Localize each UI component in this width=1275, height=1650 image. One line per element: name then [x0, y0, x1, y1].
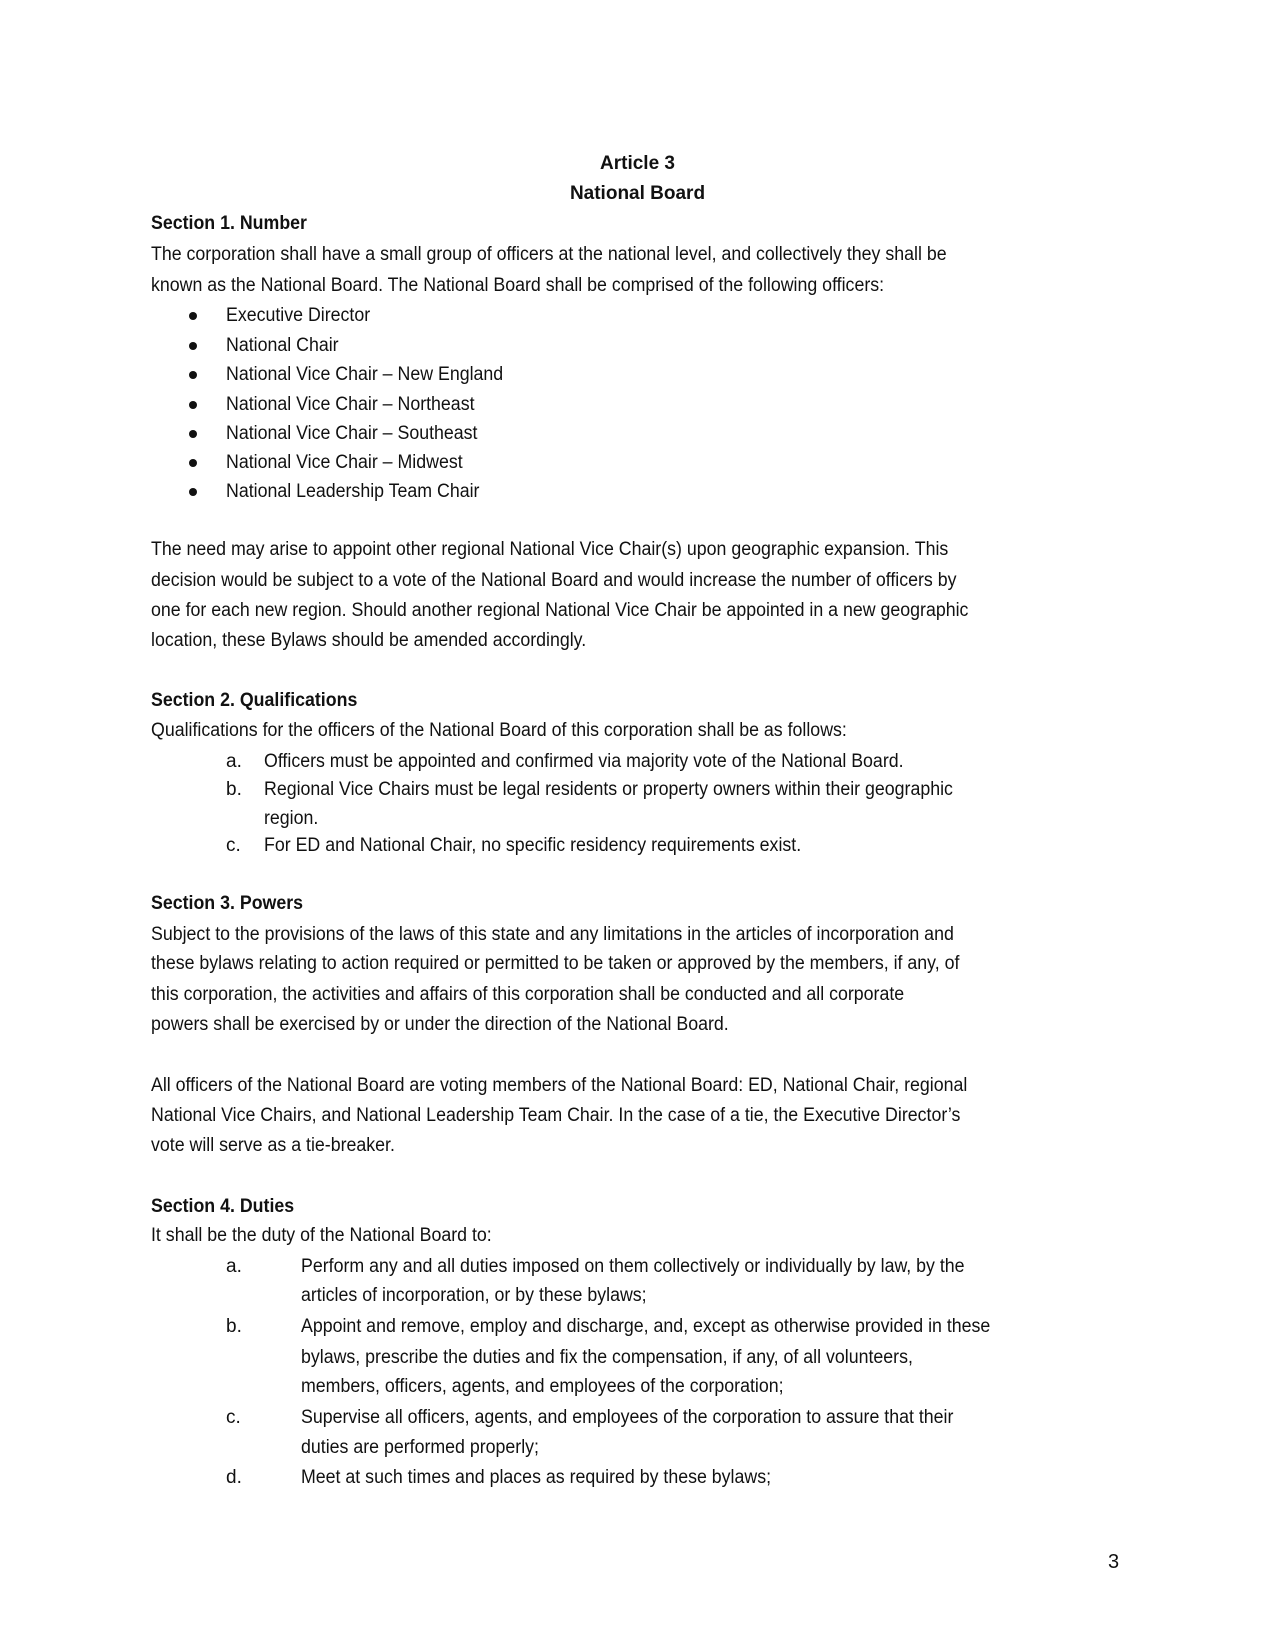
list-item-text: Meet at such times and places as required by these bylaws;: [301, 1467, 772, 1488]
list-item-text: region.: [264, 808, 319, 829]
section-1-heading: Section 1. Number: [151, 213, 307, 234]
officer-label: National Vice Chair – Northeast: [226, 394, 475, 415]
list-item-text: Officers must be appointed and confirmed via majority vote of the National Board.: [264, 751, 904, 772]
section-2-intro: Qualifications for the officers of the National Board of this corporation shall be as follows:: [151, 720, 847, 741]
section-1-intro-line: known as the National Board. The National Board shall be comprised of the following officers:: [151, 275, 885, 296]
list-marker: b.: [226, 779, 242, 800]
bullet-icon: [189, 342, 197, 350]
officer-label: National Vice Chair – Midwest: [226, 452, 463, 473]
bullet-icon: [189, 312, 197, 320]
article-title: National Board: [569, 183, 706, 204]
list-marker: a.: [226, 1256, 242, 1277]
officer-label: National Chair: [226, 335, 339, 356]
list-item-text: articles of incorporation, or by these bylaws;: [301, 1285, 647, 1306]
list-item-text: For ED and National Chair, no specific residency requirements exist.: [264, 835, 802, 856]
powers-paragraph-line: this corporation, the activities and affairs of this corporation shall be conducted and all corporate: [151, 984, 905, 1005]
list-marker: d.: [226, 1467, 242, 1488]
bullet-icon: [189, 459, 197, 467]
expansion-paragraph-line: The need may arise to appoint other regional National Vice Chair(s) upon geographic expansion. This: [151, 539, 949, 560]
section-3-heading: Section 3. Powers: [151, 893, 304, 914]
officer-label: Executive Director: [226, 305, 371, 326]
list-item-text: Regional Vice Chairs must be legal residents or property owners within their geographic: [264, 779, 953, 800]
list-item-text: Perform any and all duties imposed on them collectively or individually by law, by the: [301, 1256, 965, 1277]
list-marker: a.: [226, 751, 242, 772]
bullet-icon: [189, 371, 197, 379]
list-marker: c.: [226, 1407, 241, 1428]
bullet-icon: [189, 401, 197, 409]
expansion-paragraph-line: location, these Bylaws should be amended accordingly.: [151, 630, 587, 651]
section-4-intro: It shall be the duty of the National Board to:: [151, 1225, 492, 1246]
officer-label: National Vice Chair – Southeast: [226, 423, 478, 444]
voting-paragraph-line: All officers of the National Board are voting members of the National Board: ED, National Chair, regional: [151, 1075, 968, 1096]
list-item-text: bylaws, prescribe the duties and fix the compensation, if any, of all volunteers,: [301, 1347, 913, 1368]
officer-label: National Leadership Team Chair: [226, 481, 480, 502]
page-number: 3: [1108, 1551, 1120, 1573]
officer-label: National Vice Chair – New England: [226, 364, 504, 385]
list-marker: b.: [226, 1316, 242, 1337]
list-item-text: duties are performed properly;: [301, 1437, 539, 1458]
bullet-icon: [189, 488, 197, 496]
article-number: Article 3: [600, 153, 675, 174]
list-item-text: Supervise all officers, agents, and employees of the corporation to assure that their: [301, 1407, 954, 1428]
voting-paragraph-line: National Vice Chairs, and National Leadership Team Chair. In the case of a tie, the Executive Director’s: [151, 1105, 961, 1126]
section-2-heading: Section 2. Qualifications: [151, 690, 358, 711]
powers-paragraph-line: Subject to the provisions of the laws of this state and any limitations in the articles of incorporation and: [151, 924, 954, 945]
voting-paragraph-line: vote will serve as a tie-breaker.: [151, 1135, 395, 1156]
bullet-icon: [189, 430, 197, 438]
list-item-text: members, officers, agents, and employees of the corporation;: [301, 1376, 784, 1397]
powers-paragraph-line: powers shall be exercised by or under the direction of the National Board.: [151, 1014, 729, 1035]
section-4-heading: Section 4. Duties: [151, 1196, 295, 1217]
list-marker: c.: [226, 835, 241, 856]
section-1-intro-line: The corporation shall have a small group of officers at the national level, and collectively they shall be: [151, 244, 947, 265]
list-item-text: Appoint and remove, employ and discharge, and, except as otherwise provided in these: [301, 1316, 991, 1337]
expansion-paragraph-line: one for each new region. Should another regional National Vice Chair be appointed in a new geographic: [151, 600, 969, 621]
powers-paragraph-line: these bylaws relating to action required or permitted to be taken or approved by the members, if any, of: [151, 953, 960, 974]
expansion-paragraph-line: decision would be subject to a vote of the National Board and would increase the number of officers by: [151, 570, 957, 591]
